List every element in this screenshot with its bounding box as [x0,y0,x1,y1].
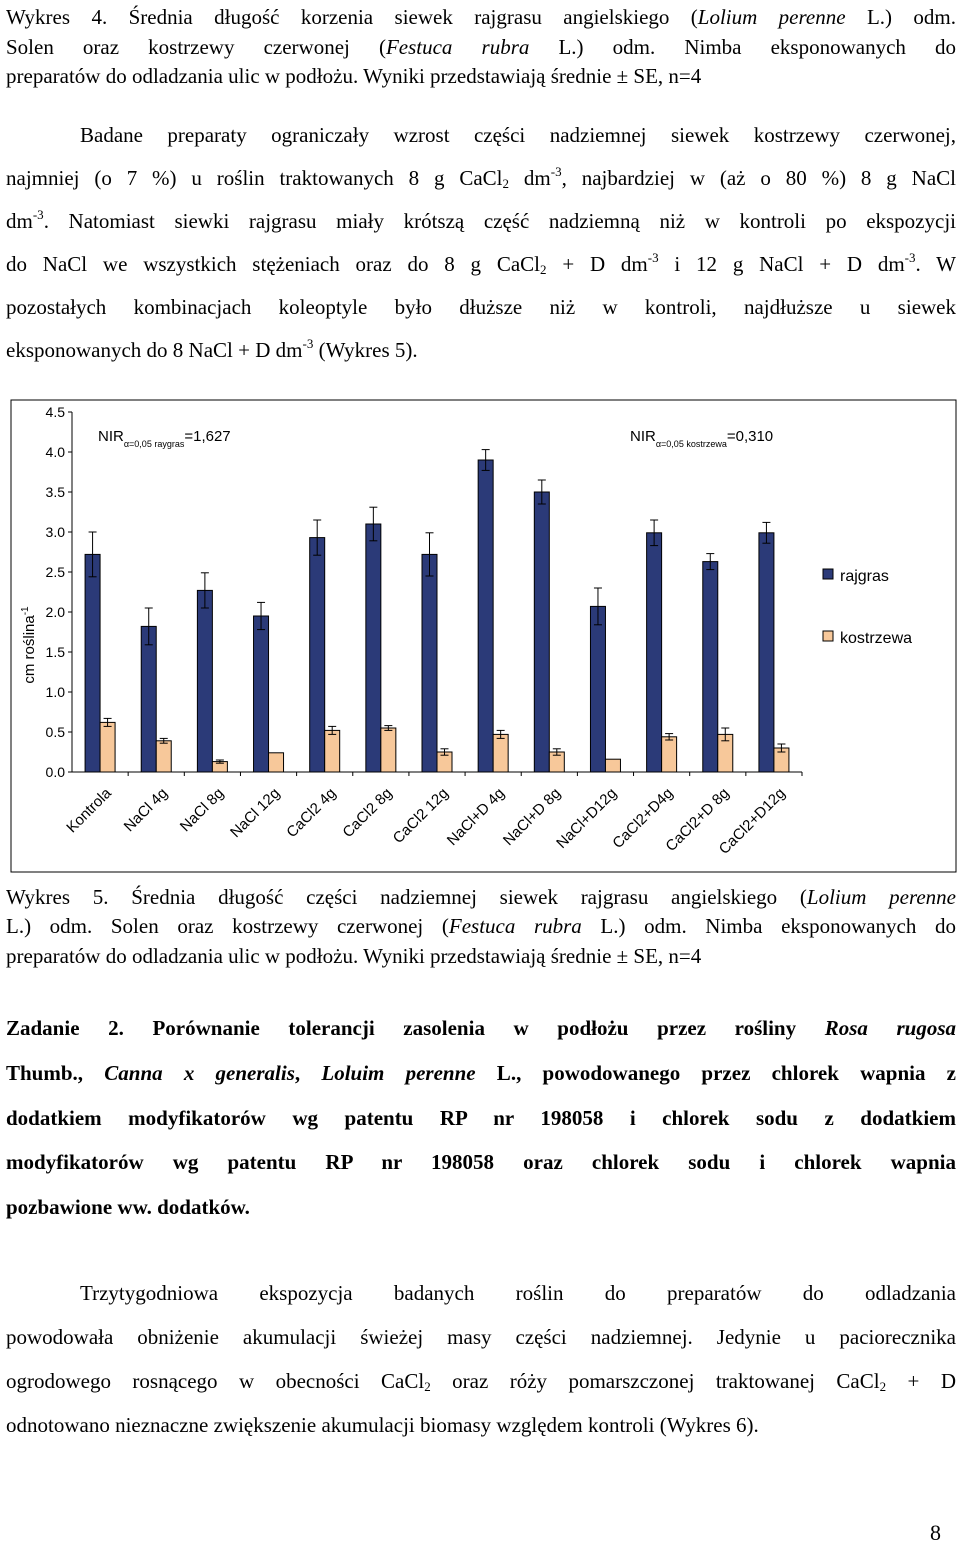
caption-text: L.) odm. [845,5,956,29]
y-tick-label: 4.0 [45,444,65,460]
y-tick-label: 2.5 [45,564,65,580]
x-category-label: CaCl2+D 8g [662,784,733,855]
y-tick-label: 1.5 [45,644,65,660]
paragraph-line: pozostałych kombinacjach koleoptyle było dłuższe niż w kontroli, najdłuższe u siewek [6,295,956,319]
bar-chart [0,395,960,875]
nir-annotation-kostrzewa [630,428,773,449]
nir-value: =0,310 [726,428,774,445]
legend-label-rajgras: rajgras [840,568,889,585]
species-name: Rosa rugosa [824,1016,957,1040]
bar-rajgras-7 [422,554,437,772]
heading-text: Zadanie 2. Porównanie tolerancji zasolenia w podłożu przez rośliny [6,1016,825,1040]
text: do NaCl we wszystkich stężeniach oraz do 8 g CaCl [6,252,541,276]
text: ogrodowego rosnącego w obecności CaCl [6,1369,425,1393]
y-tick-label: 0.5 [45,724,65,740]
bar-rajgras-3 [197,590,212,772]
y-axis-label-text: cm roślina [21,615,38,684]
heading-text: L., powodowanego przez chlorek wapnia z [475,1061,956,1085]
subscript: 2 [502,176,510,191]
bar-rajgras-12 [703,562,718,772]
bar-kostrzewa-4 [269,753,284,772]
y-tick-label: 0.0 [45,764,65,780]
caption-text: Wykres 4. Średnia długość korzenia siewek rajgrasu angielskiego ( [6,5,698,29]
nir-label: NIR [98,428,124,445]
heading-text: Thumb., [6,1061,105,1085]
text: + D dm [546,252,648,276]
legend [823,568,912,647]
bar-kostrzewa-5 [325,730,340,772]
caption-text: Wykres 5. Średnia długość części nadziemnej siewek rajgrasu angielskiego ( [6,885,807,909]
x-category-label: NaCl+D 4g [443,784,508,850]
caption-text: L.) odm. Nimba eksponowanych do [529,35,956,59]
paragraph-line: odnotowano nieznaczne zwiększenie akumulacji biomasy względem kontroli (Wykres 6). [6,1413,759,1437]
chart-svg [0,395,960,875]
species-name: Festuca rubra [448,914,582,938]
species-name: Lolium perenne [806,885,956,909]
bar-kostrzewa-8 [493,734,508,772]
paragraph-line: Trzytygodniowa ekspozycja badanych roślin do preparatów do odladzania [80,1281,956,1305]
text: dm [509,166,551,190]
caption-text: L.) odm. Solen oraz kostrzewy czerwonej ( [6,914,449,938]
legend-swatch-kostrzewa [823,631,833,641]
text: oraz róży pomarszczonej traktowanej CaCl [430,1369,880,1393]
y-tick-label: 2.0 [45,604,65,620]
caption-text: L.) odm. Nimba eksponowanych do [581,914,956,938]
bar-rajgras-9 [534,492,549,772]
text: najmniej (o 7 %) u roślin traktowanych 8 g CaCl [6,166,503,190]
y-axis-label [20,606,38,684]
bar-rajgras-2 [141,626,156,772]
paragraph-line: powodowała obniżenie akumulacji świeżej masy części nadziemnej. Jedynie u paciorecznika [6,1325,956,1349]
species-name: Canna x generalis [104,1061,295,1085]
text: (Wykres 5). [313,338,418,362]
bars [85,450,789,772]
bar-rajgras-6 [366,524,381,772]
bar-kostrzewa-10 [605,759,620,772]
superscript: -3 [302,336,314,351]
y-tick-label: 1.0 [45,684,65,700]
subscript: 2 [424,1379,431,1394]
species-name: Lolium perenne [697,5,846,29]
nir-value: =1,627 [184,428,231,445]
bar-rajgras-10 [590,606,605,772]
x-category-label: CaCl2 4g [283,784,340,842]
text: , najbardziej w (aż o 80 %) 8 g NaCl [561,166,956,190]
x-category-label: CaCl2 12g [389,784,452,847]
x-category-label: NaCl 4g [120,784,172,836]
y-tick-label: 4.5 [45,404,65,420]
text: + D [886,1369,956,1393]
heading-line: dodatkiem modyfikatorów wg patentu RP nr 198058 i chlorek sodu z dodatkiem [6,1106,956,1130]
bar-rajgras-13 [759,533,774,772]
bar-rajgras-5 [310,538,325,772]
y-axis-label-sup: -1 [20,606,31,616]
x-category-label: NaCl 8g [176,784,228,836]
nir-sub: α=0,05 kostrzewa [655,439,727,449]
bar-rajgras-11 [647,533,662,772]
nir-label: NIR [630,428,656,445]
x-category-label: NaCl+D 8g [499,784,565,850]
caption-text: Solen oraz kostrzewy czerwonej ( [6,35,386,59]
y-tick-label: 3.5 [45,484,65,500]
x-category-label: CaCl2+D12g [715,784,789,858]
superscript: -3 [904,250,916,265]
superscript: -3 [550,164,562,179]
text: i 12 g NaCl + D dm [658,252,905,276]
heading-line: pozbawione ww. dodatków. [6,1195,250,1219]
superscript: -3 [647,250,659,265]
paragraph-line: Badane preparaty ograniczały wzrost części nadziemnej siewek kostrzewy czerwonej, [80,123,956,147]
text: . W [915,252,956,276]
caption-line: preparatów do odladzania ulic w podłożu. Wyniki przedstawiają średnie ± SE, n=4 [6,944,702,968]
species-name: Festuca rubra [385,35,530,59]
bar-kostrzewa-2 [156,741,171,772]
bar-rajgras-1 [85,554,100,772]
x-category-label: NaCl 12g [227,784,284,842]
species-name: Loluim perenne [321,1061,476,1085]
page-number: 8 [930,1520,941,1545]
text: dm [6,209,33,233]
superscript: -3 [32,207,44,222]
subscript: 2 [540,262,547,277]
nir-sub: α=0,05 raygras [123,439,185,449]
nir-annotation-rajgras [98,428,231,449]
bar-kostrzewa-6 [381,728,396,772]
text: . Natomiast siewki rajgrasu miały krótszą część nadziemną niż w kontroli po ekspozycji [43,209,956,233]
y-tick-label: 3.0 [45,524,65,540]
legend-swatch-rajgras [823,569,833,579]
x-category-label: CaCl2 8g [339,784,396,842]
legend-label-kostrzewa: kostrzewa [840,630,913,647]
x-category-label: CaCl2+D4g [609,784,677,852]
x-category-label: Kontrola [63,784,115,837]
heading-text: , [294,1061,322,1085]
bar-rajgras-4 [254,616,269,772]
subscript: 2 [879,1379,887,1394]
x-category-label: NaCl+D12g [553,784,621,852]
tick-labels [46,404,66,780]
heading-line: modyfikatorów wg patentu RP nr 198058 oraz chlorek sodu i chlorek wapnia [6,1150,956,1174]
bar-kostrzewa-11 [662,737,677,772]
caption-line: preparatów do odladzania ulic w podłożu. Wyniki przedstawiają średnie ± SE, n=4 [6,64,702,88]
text: eksponowanych do 8 NaCl + D dm [6,338,303,362]
bar-kostrzewa-1 [100,722,115,772]
category-labels [63,784,788,858]
bar-rajgras-8 [478,460,493,772]
